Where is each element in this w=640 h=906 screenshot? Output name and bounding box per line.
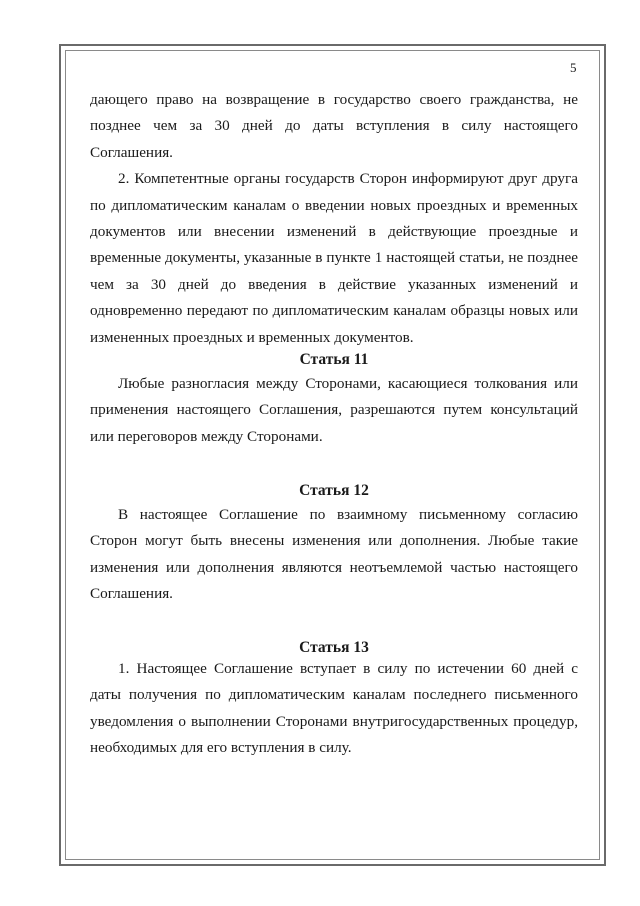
article-13-heading: Статья 13 <box>299 639 369 656</box>
page-number: 5 <box>570 60 577 75</box>
article-13-text: 1. Настоящее Соглашение вступает в силу по истечении 60 дней с даты получения по дипломатическим каналам последнего письменного уведомления о выполнении Сторонами внутригосударственных процедур, необходимых для его вступления в силу. <box>90 660 578 757</box>
article-11-text: Любые разногласия между Сторонами, касающиеся толкования или применения настоящего Соглашения, разрешаются путем консультаций или переговоров между Сторонами. <box>90 375 578 445</box>
article-12-body <box>90 502 578 608</box>
article-12-text: В настоящее Соглашение по взаимному письменному согласию Сторон могут быть внесены изменения или дополнения. Любые такие изменения или дополнения являются неотъемлемой частью настоящего Соглашения. <box>90 506 578 603</box>
article-11-body <box>90 371 578 450</box>
top-section <box>90 87 578 351</box>
article-13-body <box>90 656 578 762</box>
article-11-heading: Статья 11 <box>299 351 369 368</box>
article-12-heading: Статья 12 <box>299 482 369 499</box>
paragraph-continuation: дающего право на возвращение в государство своего гражданства, не позднее чем за 30 дней до даты вступления в силу настоящего Соглашения. <box>90 91 578 161</box>
paragraph-item-2: 2. Компетентные органы государств Сторон информируют друг друга по дипломатическим каналам о введении новых проездных и временных документов или внесении изменений в действующие проездные и временные документы, указанные в пункте 1 настоящей статьи, не позднее чем за 30 дней до введения в действие указанных изменений и одновременно передают по дипломатическим каналам образцы новых или измененных проездных и временных документов. <box>90 170 578 346</box>
